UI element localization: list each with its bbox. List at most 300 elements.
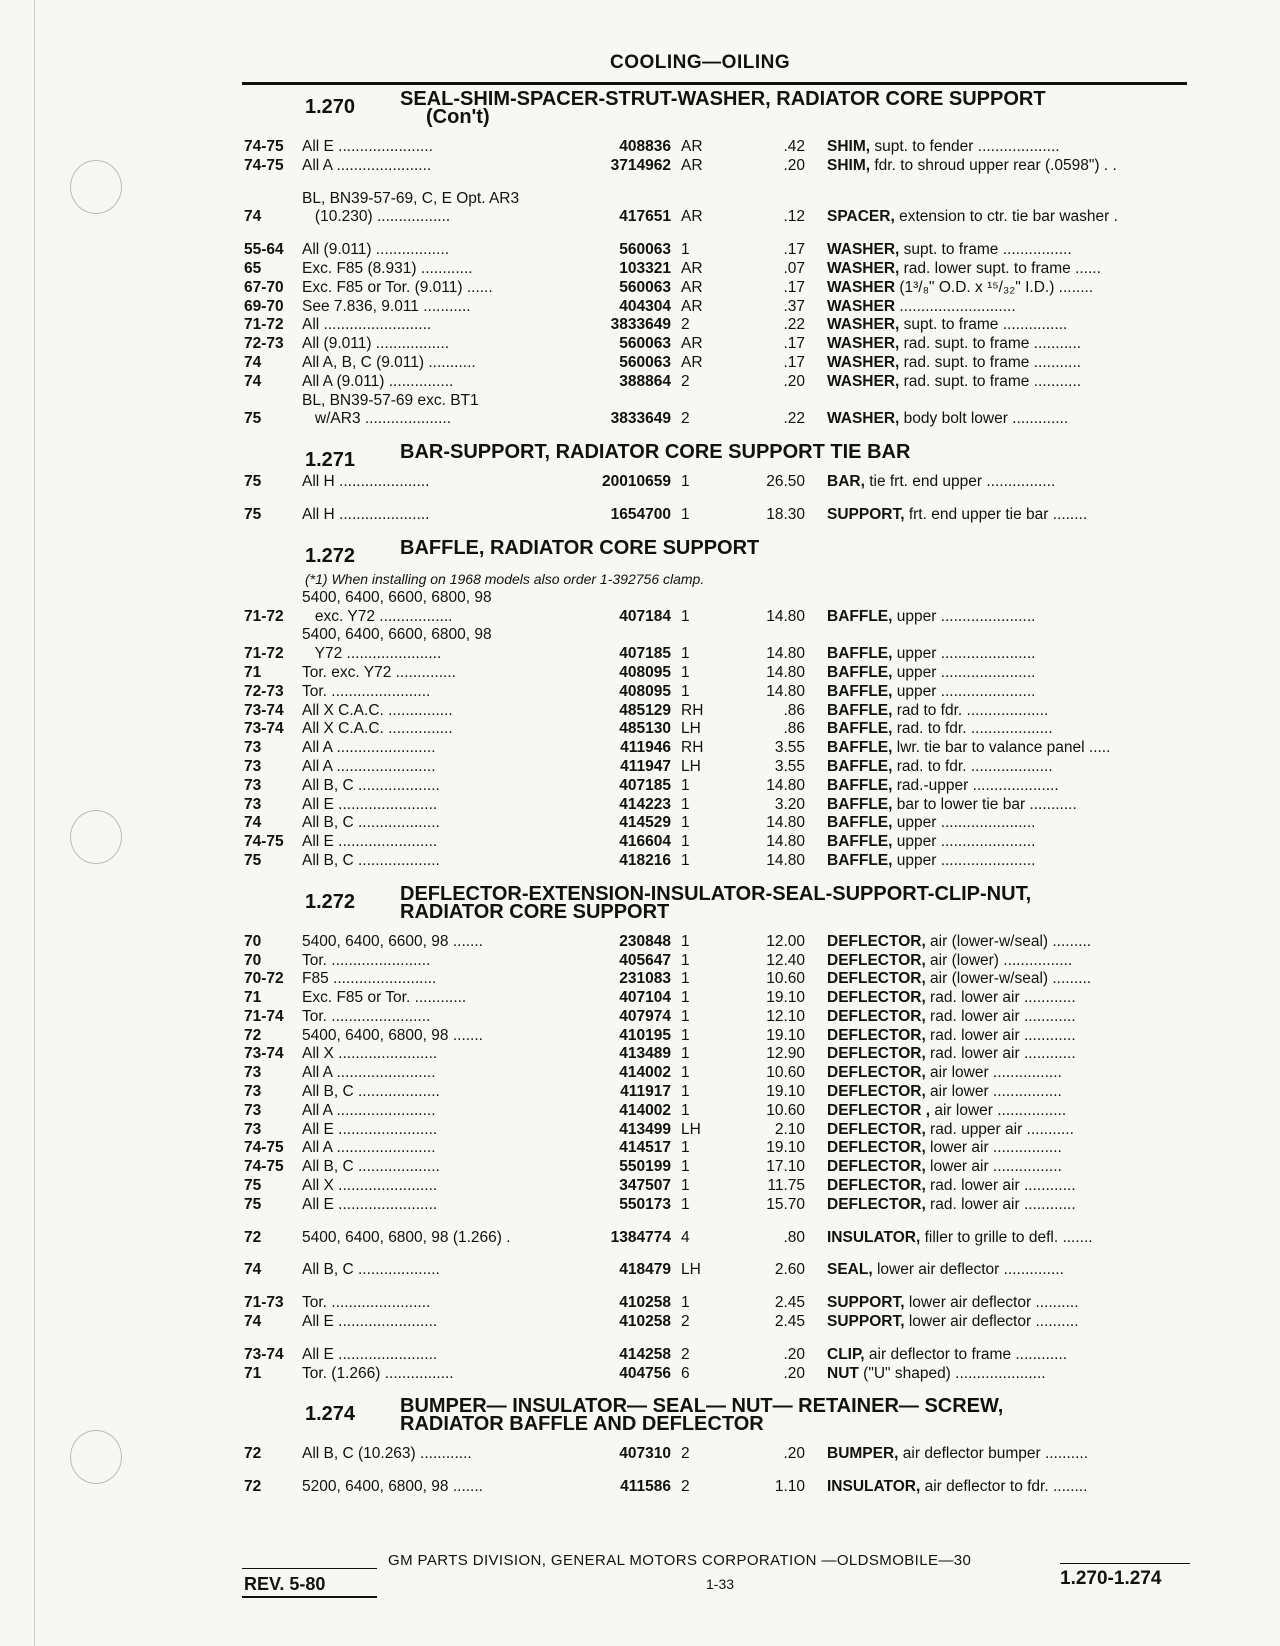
title-rule bbox=[242, 82, 1187, 85]
model-year: 71-72 bbox=[244, 607, 284, 625]
part-detail: lower air deflector .......... bbox=[904, 1313, 1079, 1331]
section-title-line: RADIATOR BAFFLE AND DEFLECTOR bbox=[400, 1413, 764, 1436]
part-name: BAFFLE, bbox=[827, 663, 893, 681]
part-detail: upper ...................... bbox=[892, 833, 1036, 851]
model-year: 74 bbox=[244, 1261, 262, 1279]
part-detail: rad. supt. to frame ........... bbox=[899, 353, 1082, 371]
part-number: 3833649 bbox=[610, 410, 671, 428]
section-header bbox=[0, 1397, 1280, 1445]
application: 5400, 6400, 6600, 6800, 98 exc. Y72 ................. bbox=[302, 588, 492, 625]
section-note bbox=[0, 569, 1280, 589]
part-name: INSULATOR, bbox=[827, 1478, 921, 1496]
part-number: 407310 bbox=[619, 1445, 671, 1463]
part-name: SHIM, bbox=[827, 156, 871, 174]
description bbox=[827, 1261, 1192, 1279]
quantity: 1 bbox=[681, 1026, 690, 1044]
part-number: 485129 bbox=[619, 701, 671, 719]
description bbox=[827, 473, 1192, 491]
part-name: BAFFLE, bbox=[827, 757, 893, 775]
application: All H ..................... bbox=[302, 473, 430, 491]
model-year: 74-75 bbox=[244, 1139, 284, 1157]
model-year: 70-72 bbox=[244, 970, 284, 988]
price: 3.20 bbox=[774, 795, 805, 813]
description bbox=[827, 373, 1192, 391]
part-number: 407185 bbox=[619, 645, 671, 663]
part-number: 416604 bbox=[619, 833, 671, 851]
section-number: 1.272 bbox=[305, 890, 356, 913]
part-detail: upper ...................... bbox=[892, 607, 1036, 625]
application: 5400, 6400, 6800, 98 ....... bbox=[302, 1026, 483, 1044]
part-detail: frt. end upper tie bar ........ bbox=[904, 505, 1088, 523]
model-year: 69-70 bbox=[244, 297, 284, 315]
part-number: 411946 bbox=[620, 739, 671, 757]
price: 12.40 bbox=[766, 951, 805, 969]
section-header bbox=[0, 90, 1280, 138]
part-row bbox=[0, 260, 1280, 279]
application: BL, BN39-57-69 exc. BT1 w/AR3 .................... bbox=[302, 391, 479, 428]
application: 5200, 6400, 6800, 98 ....... bbox=[302, 1478, 483, 1496]
price: 1.10 bbox=[774, 1478, 805, 1496]
application: All A ...................... bbox=[302, 156, 432, 174]
application: All A ....................... bbox=[302, 1101, 436, 1119]
quantity: LH bbox=[681, 1261, 701, 1279]
description bbox=[827, 1445, 1192, 1463]
description bbox=[827, 608, 1192, 626]
part-number: 408836 bbox=[619, 138, 671, 155]
footer-revision: REV. 5-80 bbox=[244, 1574, 326, 1594]
price: 12.90 bbox=[766, 1045, 805, 1063]
part-detail: tie frt. end upper ................ bbox=[864, 473, 1056, 491]
description bbox=[827, 1365, 1192, 1383]
part-row bbox=[0, 758, 1280, 777]
description bbox=[827, 1478, 1192, 1496]
price: 19.10 bbox=[766, 1139, 805, 1157]
part-detail: upper ...................... bbox=[892, 645, 1036, 663]
application: All H ..................... bbox=[302, 505, 430, 523]
part-row bbox=[0, 1229, 1280, 1248]
part-number: 407974 bbox=[619, 1007, 671, 1025]
part-row bbox=[0, 1139, 1280, 1158]
section-title-line: SEAL-SHIM-SPACER-STRUT-WASHER, RADIATOR CORE SUPPORT bbox=[400, 88, 1046, 110]
part-detail: air lower ................ bbox=[930, 1101, 1067, 1119]
quantity: 1 bbox=[681, 1083, 690, 1101]
part-name: WASHER bbox=[827, 297, 896, 315]
description bbox=[827, 952, 1192, 970]
part-name: DEFLECTOR, bbox=[827, 1007, 926, 1025]
part-row bbox=[0, 1121, 1280, 1140]
part-row bbox=[0, 473, 1280, 492]
application: Exc. F85 (8.931) ............ bbox=[302, 259, 473, 277]
part-number: 414517 bbox=[619, 1139, 671, 1157]
part-detail: rad. lower supt. to frame ...... bbox=[899, 259, 1101, 277]
quantity: 1 bbox=[681, 814, 690, 832]
model-year: 73 bbox=[244, 1083, 262, 1101]
price: .12 bbox=[783, 208, 805, 226]
model-year: 72-73 bbox=[244, 335, 284, 353]
quantity: AR bbox=[681, 278, 703, 296]
description bbox=[827, 1121, 1192, 1139]
application: All E ....................... bbox=[302, 1345, 438, 1363]
part-row bbox=[0, 1478, 1280, 1497]
description bbox=[827, 758, 1192, 776]
part-detail: fdr. to shroud upper rear (.0598") . . bbox=[870, 156, 1117, 174]
application: All X C.A.C. ............... bbox=[302, 720, 453, 738]
section-title bbox=[400, 1395, 1004, 1436]
part-name: BAFFLE, bbox=[827, 739, 893, 757]
part-detail: supt. to frame ................ bbox=[899, 241, 1072, 259]
model-year: 67-70 bbox=[244, 278, 284, 296]
part-name: SUPPORT, bbox=[827, 505, 905, 523]
price: 10.60 bbox=[766, 1101, 805, 1119]
part-number: 560063 bbox=[619, 353, 671, 371]
section-header bbox=[0, 882, 1280, 933]
part-detail: rad. to fdr. ................... bbox=[892, 757, 1053, 775]
quantity: 1 bbox=[681, 1045, 690, 1063]
description bbox=[827, 1045, 1192, 1063]
model-year: 71 bbox=[244, 663, 262, 681]
description bbox=[827, 1177, 1192, 1195]
model-year: 71-74 bbox=[244, 1007, 284, 1025]
description bbox=[827, 1027, 1192, 1045]
description bbox=[827, 796, 1192, 814]
part-row bbox=[0, 664, 1280, 683]
quantity: 1 bbox=[681, 1101, 690, 1119]
section-title bbox=[400, 441, 911, 464]
part-row bbox=[0, 354, 1280, 373]
quantity: AR bbox=[681, 208, 703, 226]
part-row bbox=[0, 1158, 1280, 1177]
part-row bbox=[0, 589, 1280, 627]
quantity: 1 bbox=[681, 795, 690, 813]
part-detail: extension to ctr. tie bar washer . bbox=[894, 208, 1118, 226]
footer-corporation: GM PARTS DIVISION, GENERAL MOTORS CORPORATION —OLDSMOBILE—30 bbox=[388, 1552, 972, 1569]
part-number: 231083 bbox=[619, 970, 671, 988]
description bbox=[827, 645, 1192, 663]
part-name: BAR, bbox=[827, 473, 865, 491]
part-number: 388864 bbox=[619, 372, 671, 390]
description bbox=[827, 814, 1192, 832]
description bbox=[827, 260, 1192, 278]
part-row bbox=[0, 720, 1280, 739]
part-number: 407184 bbox=[619, 607, 671, 625]
part-detail: air (lower-w/seal) ......... bbox=[925, 970, 1092, 988]
part-row bbox=[0, 796, 1280, 815]
model-year: 65 bbox=[244, 259, 262, 277]
price: 14.80 bbox=[766, 833, 805, 851]
application: All B, C ................... bbox=[302, 1261, 440, 1279]
part-name: WASHER, bbox=[827, 372, 900, 390]
part-number: 3714962 bbox=[610, 156, 671, 174]
part-number: 414002 bbox=[619, 1064, 671, 1082]
part-name: DEFLECTOR , bbox=[827, 1101, 931, 1119]
application: All E ....................... bbox=[302, 833, 438, 851]
part-name: BAFFLE, bbox=[827, 720, 893, 738]
model-year: 74 bbox=[244, 372, 262, 390]
quantity: 2 bbox=[681, 372, 690, 390]
quantity: 4 bbox=[681, 1228, 690, 1246]
part-name: DEFLECTOR, bbox=[827, 932, 926, 950]
quantity: 1 bbox=[681, 473, 690, 491]
part-detail: air lower ................ bbox=[925, 1064, 1062, 1082]
part-name: SUPPORT, bbox=[827, 1313, 905, 1331]
part-row bbox=[0, 1177, 1280, 1196]
part-name: WASHER, bbox=[827, 316, 900, 334]
part-number: 1654700 bbox=[610, 505, 671, 523]
price: 2.45 bbox=[774, 1313, 805, 1331]
model-year: 74 bbox=[244, 353, 262, 371]
part-name: SUPPORT, bbox=[827, 1294, 905, 1312]
application: All (9.011) ................. bbox=[302, 241, 450, 259]
part-detail: air deflector to frame ............ bbox=[864, 1345, 1068, 1363]
price: .20 bbox=[783, 1345, 805, 1363]
price: 19.10 bbox=[766, 1083, 805, 1101]
model-year: 74 bbox=[244, 814, 262, 832]
description bbox=[827, 1346, 1192, 1364]
price: .86 bbox=[783, 701, 805, 719]
part-number: 347507 bbox=[619, 1177, 671, 1195]
model-year: 72 bbox=[244, 1026, 262, 1044]
quantity: AR bbox=[681, 156, 703, 174]
row-gap bbox=[0, 492, 1280, 506]
price: 10.60 bbox=[766, 1064, 805, 1082]
part-name: INSULATOR, bbox=[827, 1228, 921, 1246]
part-number: 408095 bbox=[619, 663, 671, 681]
part-name: SPACER, bbox=[827, 208, 895, 226]
footer-rule bbox=[242, 1596, 377, 1598]
quantity: RH bbox=[681, 739, 704, 757]
part-number: 411917 bbox=[620, 1083, 671, 1101]
quantity: 6 bbox=[681, 1364, 690, 1382]
model-year: 55-64 bbox=[244, 241, 284, 259]
part-name: BAFFLE, bbox=[827, 833, 893, 851]
application: BL, BN39-57-69, C, E Opt. AR3 (10.230) ................. bbox=[302, 189, 520, 226]
model-year: 71 bbox=[244, 1364, 262, 1382]
part-detail: filler to grille to defl. ....... bbox=[920, 1228, 1093, 1246]
part-detail: rad. lower air ............ bbox=[925, 1045, 1076, 1063]
description bbox=[827, 833, 1192, 851]
description bbox=[827, 739, 1192, 757]
footer-rule bbox=[1060, 1563, 1190, 1564]
application: Tor. ....................... bbox=[302, 1294, 431, 1312]
part-number: 560063 bbox=[619, 241, 671, 259]
part-detail: lower air ................ bbox=[925, 1158, 1062, 1176]
description bbox=[827, 1294, 1192, 1312]
part-detail: rad. lower air ............ bbox=[925, 989, 1076, 1007]
quantity: 1 bbox=[681, 1158, 690, 1176]
part-detail: air (lower-w/seal) ......... bbox=[925, 932, 1092, 950]
footer-section-range: 1.270-1.274 bbox=[1060, 1568, 1162, 1589]
description bbox=[827, 683, 1192, 701]
part-row bbox=[0, 392, 1280, 430]
application: All B, C ................... bbox=[302, 814, 440, 832]
price: 17.10 bbox=[766, 1158, 805, 1176]
part-detail: bar to lower tie bar ........... bbox=[892, 795, 1077, 813]
part-number: 407185 bbox=[619, 776, 671, 794]
footer-page-number: 1-33 bbox=[706, 1576, 735, 1592]
model-year: 70 bbox=[244, 932, 262, 950]
part-number: 3833649 bbox=[610, 316, 671, 334]
application: All A ....................... bbox=[302, 739, 436, 757]
model-year: 73 bbox=[244, 795, 262, 813]
model-year: 73-74 bbox=[244, 720, 284, 738]
part-row bbox=[0, 190, 1280, 228]
part-detail: (1³/₈" O.D. x ¹⁵/₃₂" I.D.) ........ bbox=[895, 278, 1094, 296]
model-year: 75 bbox=[244, 505, 262, 523]
model-year: 74 bbox=[244, 208, 262, 226]
part-name: BAFFLE, bbox=[827, 814, 893, 832]
part-detail: lower air deflector .............. bbox=[872, 1261, 1064, 1279]
part-row bbox=[0, 1027, 1280, 1046]
quantity: 1 bbox=[681, 1007, 690, 1025]
description bbox=[827, 1313, 1192, 1331]
part-row bbox=[0, 933, 1280, 952]
price: .07 bbox=[783, 259, 805, 277]
part-name: NUT bbox=[827, 1364, 859, 1382]
model-year: 74-75 bbox=[244, 833, 284, 851]
part-row bbox=[0, 138, 1280, 157]
application: All E ....................... bbox=[302, 1120, 438, 1138]
part-number: 103321 bbox=[619, 259, 671, 277]
application: All A (9.011) ............... bbox=[302, 372, 454, 390]
part-row bbox=[0, 1083, 1280, 1102]
description bbox=[827, 298, 1192, 316]
part-name: WASHER, bbox=[827, 259, 900, 277]
part-detail: rad. upper air ........... bbox=[925, 1120, 1074, 1138]
model-year: 72 bbox=[244, 1228, 262, 1246]
price: 3.55 bbox=[774, 757, 805, 775]
part-detail: upper ...................... bbox=[892, 851, 1036, 869]
model-year: 73 bbox=[244, 739, 262, 757]
part-row bbox=[0, 316, 1280, 335]
section-gap bbox=[0, 1497, 1280, 1511]
section-title bbox=[400, 882, 1032, 923]
quantity: 2 bbox=[681, 410, 690, 428]
application: All E ...................... bbox=[302, 138, 433, 155]
price: 18.30 bbox=[766, 505, 805, 523]
part-number: 560063 bbox=[619, 335, 671, 353]
row-gap bbox=[0, 227, 1280, 241]
application: Tor. (1.266) ................ bbox=[302, 1364, 454, 1382]
application: 5400, 6400, 6600, 6800, 98 Y72 ...................... bbox=[302, 626, 492, 663]
model-year: 73 bbox=[244, 757, 262, 775]
quantity: 1 bbox=[681, 951, 690, 969]
quantity: 1 bbox=[681, 1195, 690, 1213]
quantity: 1 bbox=[681, 645, 690, 663]
parts-list bbox=[0, 90, 1280, 1511]
model-year: 74 bbox=[244, 1313, 262, 1331]
application: All B, C (10.263) ............ bbox=[302, 1445, 472, 1463]
row-gap bbox=[0, 1464, 1280, 1478]
price: 14.80 bbox=[766, 682, 805, 700]
price: .37 bbox=[783, 297, 805, 315]
model-year: 72 bbox=[244, 1445, 262, 1463]
price: .42 bbox=[783, 138, 805, 155]
application: All A ....................... bbox=[302, 757, 436, 775]
description bbox=[827, 1102, 1192, 1120]
part-name: BAFFLE, bbox=[827, 851, 893, 869]
model-year: 70 bbox=[244, 951, 262, 969]
application: Tor. ....................... bbox=[302, 951, 431, 969]
part-detail: rad. lower air ............ bbox=[925, 1177, 1076, 1195]
description bbox=[827, 1008, 1192, 1026]
application: All X ....................... bbox=[302, 1045, 438, 1063]
description bbox=[827, 664, 1192, 682]
part-row bbox=[0, 1365, 1280, 1384]
application: F85 ........................ bbox=[302, 970, 437, 988]
part-detail: supt. to fender ................... bbox=[870, 138, 1060, 155]
part-name: DEFLECTOR, bbox=[827, 1139, 926, 1157]
description bbox=[827, 208, 1192, 226]
part-name: DEFLECTOR, bbox=[827, 1177, 926, 1195]
description bbox=[827, 241, 1192, 259]
quantity: 1 bbox=[681, 1294, 690, 1312]
part-number: 408095 bbox=[619, 682, 671, 700]
part-name: CLIP, bbox=[827, 1345, 865, 1363]
part-name: DEFLECTOR, bbox=[827, 970, 926, 988]
part-number: 418216 bbox=[619, 851, 671, 869]
quantity: LH bbox=[681, 1120, 701, 1138]
application: All E ....................... bbox=[302, 1195, 438, 1213]
part-name: WASHER bbox=[827, 278, 896, 296]
part-detail: air lower ................ bbox=[925, 1083, 1062, 1101]
part-row bbox=[0, 952, 1280, 971]
part-detail: air (lower) ................ bbox=[925, 951, 1073, 969]
price: .17 bbox=[783, 278, 805, 296]
quantity: 2 bbox=[681, 1345, 690, 1363]
application: Exc. F85 or Tor. (9.011) ...... bbox=[302, 278, 493, 296]
page-title: COOLING—OILING bbox=[610, 52, 791, 73]
application: All E ....................... bbox=[302, 1313, 438, 1331]
part-detail: rad. supt. to frame ........... bbox=[899, 335, 1082, 353]
model-year: 75 bbox=[244, 1195, 262, 1213]
part-number: 230848 bbox=[619, 932, 671, 950]
quantity: 1 bbox=[681, 505, 690, 523]
part-number: 410258 bbox=[619, 1313, 671, 1331]
description bbox=[827, 777, 1192, 795]
price: .17 bbox=[783, 353, 805, 371]
part-name: WASHER, bbox=[827, 241, 900, 259]
part-row bbox=[0, 1313, 1280, 1332]
description bbox=[827, 702, 1192, 720]
price: 12.00 bbox=[766, 932, 805, 950]
price: 14.80 bbox=[766, 814, 805, 832]
model-year: 71-72 bbox=[244, 645, 284, 663]
part-row bbox=[0, 739, 1280, 758]
part-name: SHIM, bbox=[827, 138, 871, 155]
section-number: 1.274 bbox=[305, 1403, 356, 1426]
part-row bbox=[0, 335, 1280, 354]
section-title-line: DEFLECTOR-EXTENSION-INSULATOR-SEAL-SUPPORT-CLIP-NUT, bbox=[400, 882, 1032, 905]
part-number: 414529 bbox=[619, 814, 671, 832]
price: 14.80 bbox=[766, 645, 805, 663]
part-detail: body bolt lower ............. bbox=[899, 410, 1069, 428]
part-number: 407104 bbox=[619, 989, 671, 1007]
description bbox=[827, 1083, 1192, 1101]
price: 15.70 bbox=[766, 1195, 805, 1213]
quantity: 1 bbox=[681, 1139, 690, 1157]
quantity: 1 bbox=[681, 851, 690, 869]
price: 26.50 bbox=[766, 473, 805, 491]
quantity: 1 bbox=[681, 970, 690, 988]
description bbox=[827, 1158, 1192, 1176]
part-detail: air deflector bumper .......... bbox=[898, 1445, 1089, 1463]
model-year: 74-75 bbox=[244, 156, 284, 174]
model-year: 72-73 bbox=[244, 682, 284, 700]
part-number: 404304 bbox=[619, 297, 671, 315]
part-detail: rad. lower air ............ bbox=[925, 1195, 1076, 1213]
model-year: 71-72 bbox=[244, 316, 284, 334]
part-name: DEFLECTOR, bbox=[827, 1064, 926, 1082]
